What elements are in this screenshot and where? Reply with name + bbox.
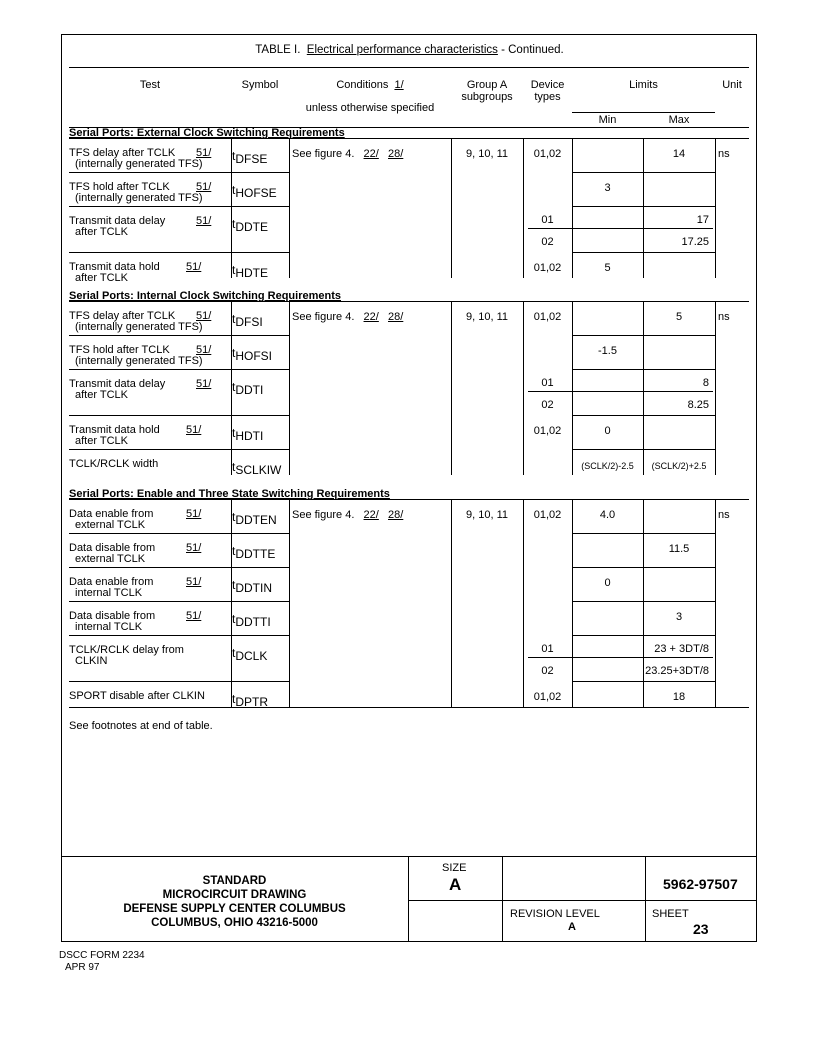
test-name: Transmit data hold	[69, 424, 160, 436]
symbol-subscript: DDTTI	[235, 615, 271, 629]
footer-divider-3	[645, 856, 646, 942]
conditions-text: 28/	[388, 509, 404, 521]
row-line	[231, 449, 289, 450]
header-symbol: Symbol	[241, 79, 279, 91]
min-value: 3	[604, 182, 611, 194]
test-name: Data enable from	[69, 508, 154, 520]
test-name: TFS delay after TCLK	[69, 147, 176, 159]
conditions-text: 28/	[388, 311, 404, 323]
test-name-cont: after TCLK	[75, 272, 128, 284]
test-note: 51/	[196, 344, 212, 356]
row-line	[231, 415, 289, 416]
test-name-cont: internal TCLK	[75, 587, 143, 599]
table-end-line	[69, 707, 749, 708]
test-note: 51/	[186, 261, 202, 273]
symbol-cell	[232, 612, 271, 629]
row-line	[572, 601, 715, 602]
column-rule	[289, 499, 290, 707]
row-line	[572, 449, 715, 450]
sub-row-line	[528, 228, 713, 229]
device-type: 01	[541, 643, 554, 655]
footer-mid-line	[408, 900, 757, 901]
symbol-prefix: t	[232, 426, 236, 440]
test-name-cont: after TCLK	[75, 435, 128, 447]
row-line	[231, 635, 289, 636]
max-value: 23 + 3DT/8	[654, 643, 709, 655]
row-line	[572, 369, 715, 370]
row-line	[231, 567, 289, 568]
conditions-cell	[292, 148, 403, 160]
header-unit: Unit	[722, 79, 742, 91]
test-name-cont: (internally generated TFS)	[75, 355, 203, 367]
sub-row-line	[528, 391, 713, 392]
column-rule	[289, 301, 290, 475]
conditions-text: See figure 4.	[292, 148, 355, 160]
symbol-prefix: t	[232, 510, 236, 524]
test-name-cont: after TCLK	[75, 389, 128, 401]
test-name-cont: external TCLK	[75, 519, 146, 531]
row-line	[69, 449, 231, 450]
test-note: 51/	[196, 378, 212, 390]
device-type: 01,02	[533, 262, 562, 274]
row-line	[572, 415, 715, 416]
section-title: Serial Ports: Internal Clock Switching Requirements	[69, 290, 342, 302]
row-line	[572, 635, 715, 636]
test-note: 51/	[196, 181, 212, 193]
footer-revision-label: REVISION LEVEL	[510, 908, 600, 920]
header-conditions-sub: unless otherwise specified	[305, 102, 435, 114]
symbol-subscript: HDTE	[235, 266, 269, 280]
max-value-2: 17.25	[681, 236, 709, 248]
test-name-cont: after TCLK	[75, 226, 128, 238]
test-name: Data enable from	[69, 576, 154, 588]
max-value: 5	[675, 311, 683, 323]
symbol-prefix: t	[232, 646, 236, 660]
test-name: TCLK/RCLK delay from	[69, 644, 184, 656]
min-value: 0	[604, 425, 611, 437]
row-line	[231, 335, 289, 336]
symbol-cell	[232, 510, 277, 527]
footer-standard: STANDARD	[202, 875, 267, 887]
test-name-cont: (internally generated TFS)	[75, 158, 203, 170]
form-id: DSCC FORM 2234	[59, 950, 145, 961]
row-line	[69, 369, 231, 370]
column-rule	[715, 301, 716, 475]
footer-divider-1	[408, 856, 409, 942]
symbol-subscript: DDTEN	[235, 513, 277, 527]
test-name-cont: CLKIN	[75, 655, 108, 667]
symbol-prefix: t	[232, 149, 236, 163]
subgroups-cell: 9, 10, 11	[466, 509, 508, 521]
row-line	[231, 601, 289, 602]
form-date: APR 97	[65, 962, 100, 973]
max-value: 11.5	[668, 543, 690, 555]
subgroups-cell: 9, 10, 11	[466, 311, 508, 323]
device-type: 01	[541, 214, 554, 226]
max-value: 18	[672, 691, 686, 703]
test-name: TFS hold after TCLK	[69, 181, 170, 193]
min-value: (SCLK/2)-2.5	[581, 461, 634, 471]
conditions-text: See figure 4.	[292, 311, 355, 323]
row-line	[69, 681, 231, 682]
test-note: 51/	[196, 147, 212, 159]
symbol-cell	[232, 380, 264, 397]
symbol-cell	[232, 263, 269, 280]
test-note: 51/	[186, 508, 202, 520]
max-value: (SCLK/2)+2.5	[651, 461, 707, 471]
row-line	[572, 681, 715, 682]
column-rule	[572, 499, 573, 707]
test-name: TFS hold after TCLK	[69, 344, 170, 356]
test-note: 51/	[186, 424, 202, 436]
row-line	[231, 206, 289, 207]
test-name: Transmit data delay	[69, 215, 166, 227]
section-title: Serial Ports: Enable and Three State Switching Requirements	[69, 488, 390, 500]
footer-top-line	[61, 856, 757, 857]
symbol-subscript: DDTI	[235, 383, 264, 397]
footer-drawing: MICROCIRCUIT DRAWING	[162, 889, 307, 901]
symbol-subscript: DPTR	[235, 695, 269, 709]
symbol-subscript: DCLK	[235, 649, 268, 663]
row-line	[69, 635, 231, 636]
symbol-prefix: t	[232, 263, 236, 277]
unit-cell: ns	[718, 509, 730, 521]
symbol-cell	[232, 544, 276, 561]
symbol-subscript: HOFSE	[235, 186, 277, 200]
footer-revision-value: A	[568, 921, 576, 933]
row-line	[572, 206, 715, 207]
row-line	[572, 533, 715, 534]
row-line	[69, 172, 231, 173]
row-line	[69, 601, 231, 602]
limits-divider	[572, 112, 715, 113]
test-note: 51/	[186, 542, 202, 554]
symbol-prefix: t	[232, 183, 236, 197]
row-line	[231, 369, 289, 370]
min-value: 0	[604, 577, 611, 589]
section-title-line	[69, 138, 749, 139]
symbol-cell	[232, 578, 273, 595]
device-type: 01,02	[533, 691, 562, 703]
min-value: -1.5	[598, 345, 617, 357]
section-title: Serial Ports: External Clock Switching Requirements	[69, 127, 345, 139]
max-value: 17	[696, 214, 709, 226]
row-line	[572, 252, 715, 253]
test-note: 51/	[196, 310, 212, 322]
symbol-cell	[232, 183, 277, 200]
table-title: TABLE I. Electrical performance characteristics - Continued.	[255, 44, 564, 56]
symbol-cell	[232, 426, 264, 443]
subgroups-cell: 9, 10, 11	[466, 148, 508, 160]
symbol-prefix: t	[232, 692, 236, 706]
footer-divider-2	[502, 856, 503, 942]
symbol-cell	[232, 149, 268, 166]
max-value: 14	[672, 148, 686, 160]
device-type-2: 02	[541, 236, 554, 248]
symbol-prefix: t	[232, 578, 236, 592]
min-value: 5	[604, 262, 611, 274]
symbol-subscript: DDTTE	[235, 547, 276, 561]
unit-cell: ns	[718, 148, 730, 160]
header-limits: Limits	[629, 79, 658, 91]
row-line	[69, 533, 231, 534]
row-line	[69, 335, 231, 336]
symbol-cell	[232, 460, 282, 477]
section-title-line	[69, 499, 749, 500]
test-name: TFS delay after TCLK	[69, 310, 176, 322]
section-title-line	[69, 301, 749, 302]
symbol-cell	[232, 312, 263, 329]
symbol-cell	[232, 646, 268, 663]
symbol-subscript: HOFSI	[235, 349, 273, 363]
header-device: Device types	[530, 79, 565, 103]
conditions-text: See figure 4.	[292, 509, 355, 521]
symbol-subscript: DDTIN	[235, 581, 273, 595]
row-line	[231, 252, 289, 253]
row-line	[69, 206, 231, 207]
symbol-cell	[232, 346, 273, 363]
header-conditions: Conditions 1/	[336, 79, 404, 91]
symbol-prefix: t	[232, 312, 236, 326]
row-line	[69, 252, 231, 253]
symbol-prefix: t	[232, 460, 236, 474]
row-line	[572, 172, 715, 173]
symbol-subscript: HDTI	[235, 429, 264, 443]
symbol-subscript: SCLKIW	[235, 463, 282, 477]
symbol-prefix: t	[232, 544, 236, 558]
column-rule	[451, 499, 452, 707]
symbol-cell	[232, 217, 269, 234]
footer-size-value: A	[449, 875, 462, 894]
footer-sheet-label: SHEET	[652, 908, 689, 920]
column-rule	[231, 499, 232, 707]
header-group-a: Group A subgroups	[461, 79, 513, 103]
footer-size-label: SIZE	[442, 862, 467, 874]
max-value: 3	[675, 611, 683, 623]
conditions-text: 22/	[363, 148, 379, 160]
footnote-reference: See footnotes at end of table.	[69, 720, 213, 732]
column-rule	[451, 301, 452, 475]
header-top-line	[69, 67, 749, 68]
test-name-cont: internal TCLK	[75, 621, 143, 633]
test-name-cont: (internally generated TFS)	[75, 321, 203, 333]
row-line	[69, 567, 231, 568]
test-name: Data disable from	[69, 610, 156, 622]
symbol-prefix: t	[232, 612, 236, 626]
test-name: Data disable from	[69, 542, 156, 554]
footer-address: COLUMBUS, OHIO 43216-5000	[151, 917, 318, 929]
test-note: 51/	[186, 610, 202, 622]
conditions-cell	[292, 509, 403, 521]
symbol-prefix: t	[232, 217, 236, 231]
test-name-cont: (internally generated TFS)	[75, 192, 203, 204]
header-min: Min	[598, 114, 617, 126]
conditions-text: 22/	[363, 509, 379, 521]
footer-sheet-value: 23	[693, 921, 709, 937]
column-rule	[715, 499, 716, 707]
test-note: 51/	[196, 215, 212, 227]
header-max: Max	[668, 114, 690, 126]
row-line	[231, 533, 289, 534]
row-line	[572, 335, 715, 336]
row-line	[231, 681, 289, 682]
device-type-2: 02	[541, 399, 554, 411]
symbol-cell	[232, 692, 269, 709]
symbol-subscript: DDTE	[235, 220, 269, 234]
device-type: 01,02	[533, 148, 562, 160]
max-value: 8	[702, 377, 709, 389]
conditions-cell	[292, 311, 403, 323]
column-rule	[572, 138, 573, 278]
max-value-2: 8.25	[687, 399, 709, 411]
min-value: 4.0	[599, 509, 616, 521]
footer-center: DEFENSE SUPPLY CENTER COLUMBUS	[123, 903, 346, 915]
sub-row-line	[528, 657, 713, 658]
footer-doc-number: 5962-97507	[663, 876, 738, 892]
row-line	[69, 415, 231, 416]
test-name: Transmit data hold	[69, 261, 160, 273]
device-type: 01	[541, 377, 554, 389]
device-type: 01,02	[533, 509, 562, 521]
column-rule	[289, 138, 290, 278]
header-test: Test	[139, 79, 161, 91]
test-name-cont: external TCLK	[75, 553, 146, 565]
device-type: 01,02	[533, 311, 562, 323]
conditions-text: 28/	[388, 148, 404, 160]
test-name: Transmit data delay	[69, 378, 166, 390]
device-type-2: 02	[541, 665, 554, 677]
row-line	[231, 172, 289, 173]
row-line	[572, 567, 715, 568]
symbol-prefix: t	[232, 346, 236, 360]
test-name: SPORT disable after CLKIN	[69, 690, 205, 702]
symbol-subscript: DFSI	[235, 315, 263, 329]
device-type: 01,02	[533, 425, 562, 437]
symbol-subscript: DFSE	[235, 152, 268, 166]
footer-agency-block	[61, 874, 408, 930]
conditions-text: 22/	[363, 311, 379, 323]
symbol-prefix: t	[232, 380, 236, 394]
test-name: TCLK/RCLK width	[69, 458, 159, 470]
unit-cell: ns	[718, 311, 730, 323]
test-note: 51/	[186, 576, 202, 588]
column-rule	[715, 138, 716, 278]
max-value-2: 23.25+3DT/8	[645, 665, 709, 677]
